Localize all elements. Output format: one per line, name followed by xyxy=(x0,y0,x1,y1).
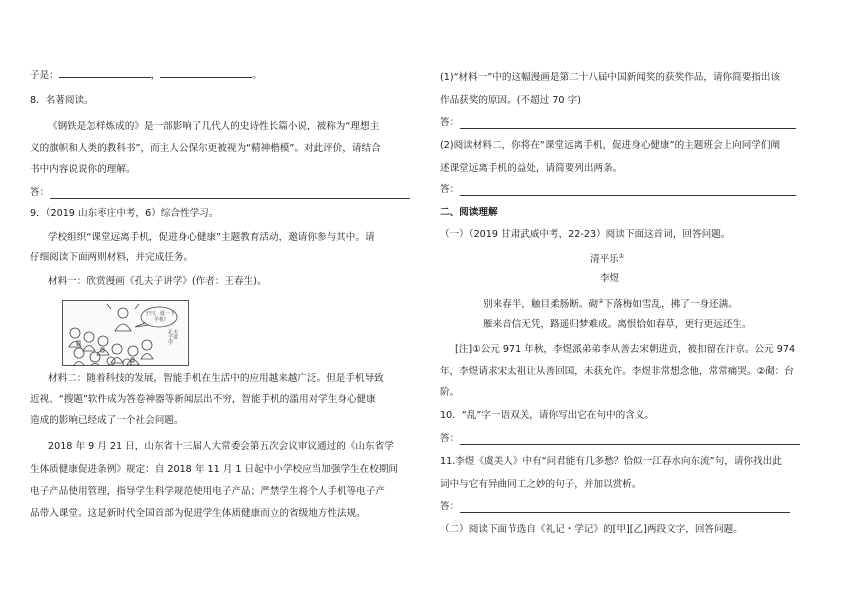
poem-note: [注]①公元 971 年秋，李煜派弟弟李从善去宋朝进贡，被扣留在汴京。公元 974 xyxy=(455,344,796,355)
q11-text: 词中与它有异曲同工之妙的句子，并加以赏析。 xyxy=(440,479,642,490)
cartoon-caption: 孔夫子讲学 xyxy=(168,330,179,346)
material-2: 近视、“搜题”软件成为答卷神器等新闻层出不穷，智能手机的滥用对学生身心健康 xyxy=(30,394,376,405)
part-2-intro: （二）阅读下面节选自《礼记・学记》的[甲][乙]两段文字，回答问题。 xyxy=(440,524,743,535)
poem-line: 雁来音信无凭，路遥归梦难成。离恨恰如春草，更行更远还生。 xyxy=(483,319,752,330)
cartoon-image xyxy=(62,300,189,366)
part-1-intro: （一）（2019 甘肃武威中考，22-23）阅读下面这首词，回答问题。 xyxy=(440,229,731,240)
poem-note: 阶。 xyxy=(440,387,460,398)
poem-note: 年，李煜请求宋太祖让从善回国，未获允许。李煜非常想念他，常常痛哭。②砌：台 xyxy=(440,366,794,377)
blank-2[interactable] xyxy=(160,67,252,78)
q9-2-text: 述课堂远离手机的益处，请简要列出两条。 xyxy=(440,163,623,174)
q11-text: 11.李煜《虞美人》中有“问君能有几多愁？恰似一江春水向东流”句，请你找出此 xyxy=(440,456,782,467)
q9-1-text: 作品获奖的原因。(不超过 70 字) xyxy=(440,95,581,106)
q9-text: 学校组织“课堂远离手机，促进身心健康”主题教育活动，邀请你参与其中。请 xyxy=(48,232,375,243)
section-heading: 二、阅读理解 xyxy=(440,207,498,218)
q8-text: 义的旗帜和人类的教科书”，而主人公保尔更被视为“精神楷模”。对此评价，请结合 xyxy=(30,143,381,154)
q8-title: 8．名著阅读。 xyxy=(30,95,94,106)
q8-text: 《钢铁是怎样炼成的》是一部影响了几代人的史诗性长篇小说，被称为“理想主 xyxy=(48,121,380,132)
fill-in-line: 子是： ， 。 xyxy=(30,67,262,83)
answer-label: 答： xyxy=(440,117,460,128)
material-2: 2018 年 9 月 21 日，山东省十三届人大常委会第五次会议审议通过的《山东省学 xyxy=(48,441,394,452)
q9-title: 9．（2019 山东枣庄中考，6）综合性学习。 xyxy=(30,208,219,219)
material-2: 造成的影响已经成了一个社会问题。 xyxy=(30,415,184,426)
q8-answer-label: 答： xyxy=(30,187,50,198)
answer-label: 答： xyxy=(440,184,460,195)
material-2: 材料二：随着科技的发展，智能手机在生活中的应用越来越广泛。但是手机导致 xyxy=(48,373,384,384)
q9-text: 仔细阅读下面两则材料，并完成任务。 xyxy=(30,252,194,263)
q8-answer-line[interactable] xyxy=(50,198,410,199)
q9-2-answer-line[interactable] xyxy=(460,195,796,196)
q11-answer-line[interactable] xyxy=(460,512,790,513)
cartoon-bubble-text: 子曰，低一下手机! xyxy=(145,311,176,323)
poem-title: 清平乐① xyxy=(590,253,625,266)
answer-label: 答： xyxy=(440,501,460,512)
material-2: 生体质健康促进条例》规定：自 2018 年 11 月 1 日起中小学校应当加强学生在校期间 xyxy=(30,464,399,475)
q8-text: 书中内容说说你的理解。 xyxy=(30,164,136,175)
material-1: 材料一：欣赏漫画《孔夫子讲学》(作者：王春生)。 xyxy=(48,276,267,287)
q9-1-text: (1)“材料一”中的这幅漫画是第二十八届中国新闻奖的获奖作品，请你简要指出该 xyxy=(440,72,781,83)
poem-author: 李煜 xyxy=(600,273,620,284)
q9-2-text: (2)阅读材料二，你将在“课堂远离手机，促进身心健康”的主题班会上向同学们阐 xyxy=(440,140,781,151)
poem-line: 别来春半，触目柔肠断。砌②下落梅如雪乱，拂了一身还满。 xyxy=(483,298,738,311)
answer-label: 答： xyxy=(440,433,460,444)
q10-answer-line[interactable] xyxy=(460,444,800,445)
q10-text: 10．“乱”字一语双关，请你写出它在句中的含义。 xyxy=(440,410,655,421)
material-2: 品带入课堂。这是新时代全国首部为促进学生体质健康而立的省级地方性法规。 xyxy=(30,508,366,519)
material-2: 电子产品使用管理，指导学生科学规范使用电子产品；严禁学生将个人手机等电子产 xyxy=(30,486,385,497)
q9-1-answer-line[interactable] xyxy=(460,128,796,129)
blank-1[interactable] xyxy=(59,67,151,78)
